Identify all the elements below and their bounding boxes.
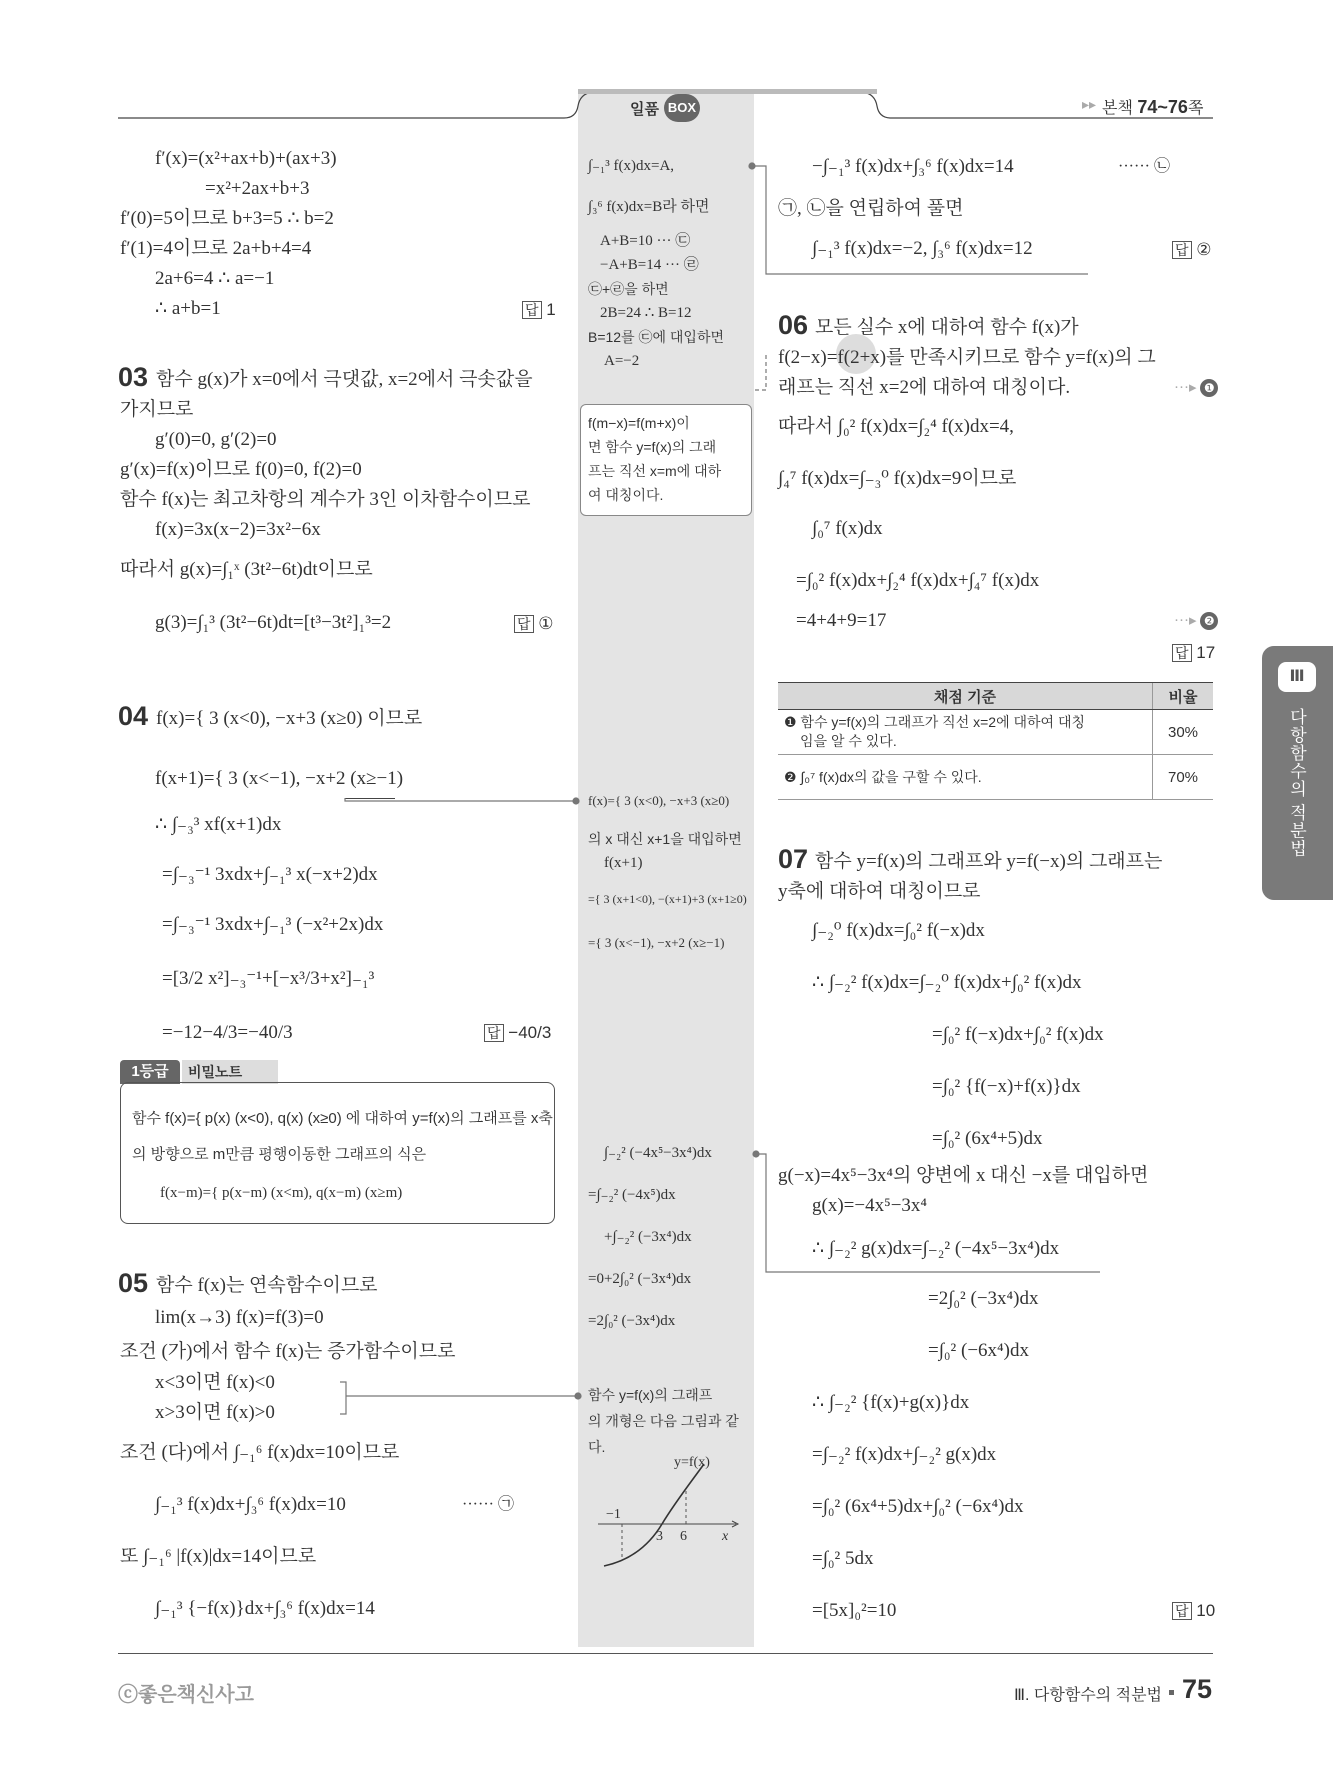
left-pre-line-4: f′(1)=4이므로 2a+b+4=4 xyxy=(120,238,312,259)
p07-line-14: =∫₋₂² f(x)dx+∫₋₂² g(x)dx xyxy=(812,1444,997,1465)
book-page-ref: 본책 74~76쪽 xyxy=(1102,97,1204,117)
mark-b: ······ ㉡ xyxy=(1118,158,1170,175)
p04-line-5: =∫₋₃⁻¹ 3xdx+∫₋₁³ (−x²+2x)dx xyxy=(162,914,384,935)
p04-line-7: =−12−4/3=−40/3 xyxy=(162,1022,293,1043)
right-pre-line-2: ㉠, ㉡을 연립하여 풀면 xyxy=(778,198,964,219)
p03-line-5: 함수 f(x)는 최고차항의 계수가 3인 이차함수이므로 xyxy=(120,489,531,510)
mark-a: ······ ㉠ xyxy=(462,1496,514,1513)
step-2-marker: ···▸ ❷ xyxy=(1174,608,1218,634)
table-header-criteria: 채점 기준 xyxy=(778,683,1153,710)
p05-line-2: lim(x→3) f(x)=f(3)=0 xyxy=(155,1307,324,1328)
answer-04: 답 −40/3 xyxy=(484,1020,551,1046)
publisher-logo: ⓒ좋은책신사고 xyxy=(118,1684,254,1706)
graph-curve-label: y=f(x) xyxy=(674,1455,710,1470)
box-label: 일품 xyxy=(630,101,659,118)
p07-line-9: g(x)=−4x⁵−3x⁴ xyxy=(812,1195,928,1216)
m1-line-5: ㉢+㉣을 하면 xyxy=(588,281,669,297)
p06-line-1: 모든 실수 x에 대하여 함수 f(x)가 xyxy=(815,317,1079,338)
p06-line-7: =∫₀² f(x)dx+∫₂⁴ f(x)dx+∫₄⁷ f(x)dx xyxy=(796,570,1040,591)
problem-03-number: 03 xyxy=(118,362,149,392)
footer-chapter: Ⅲ. 다항함수의 적분법 xyxy=(1014,1687,1163,1704)
p03-line-2: 가지므로 xyxy=(120,399,194,420)
p07-line-11: =2∫₀² (−3x⁴)dx xyxy=(928,1288,1039,1309)
chapter-roman-numeral: Ⅲ xyxy=(1278,662,1316,692)
p07-line-10: ∴ ∫₋₂² g(x)dx=∫₋₂² (−4x⁵−3x⁴)dx xyxy=(812,1238,1060,1259)
m4-line-5: =2∫₀² (−3x⁴)dx xyxy=(588,1313,676,1329)
chapter-side-tab[interactable] xyxy=(1262,646,1333,900)
p07-line-12: =∫₀² (−6x⁴)dx xyxy=(928,1340,1029,1361)
answer-pre: 답 1 xyxy=(522,297,556,323)
p05-line-9: ∫₋₁³ {−f(x)}dx+∫₃⁶ f(x)dx=14 xyxy=(155,1598,375,1619)
step-1-marker: ···▸ ❶ xyxy=(1174,375,1218,401)
p07-line-1: 함수 y=f(x)의 그래프와 y=f(−x)의 그래프는 xyxy=(815,851,1163,872)
p05-line-7: ∫₋₁³ f(x)dx+∫₃⁶ f(x)dx=10 xyxy=(155,1494,346,1515)
m4-line-4: =0+2∫₀² (−3x⁴)dx xyxy=(588,1271,692,1287)
answer-pre-right: 답 ② xyxy=(1172,237,1212,263)
table-row xyxy=(778,755,1213,800)
p07-line-15: =∫₀² (6x⁴+5)dx+∫₀² (−6x⁴)dx xyxy=(812,1496,1024,1517)
p07-line-3: ∫₋₂⁰ f(x)dx=∫₀² f(−x)dx xyxy=(812,920,985,941)
m1-line-7: B=12를 ㉢에 대입하면 xyxy=(588,329,725,345)
note-line-3: f(x−m)={ p(x−m) (x<m), q(x−m) (x≥m) xyxy=(160,1185,403,1201)
chapter-side-title: 다항함수의 적분법 xyxy=(1287,708,1306,858)
problem-06-number: 06 xyxy=(778,310,809,340)
answer-03: 답 ① xyxy=(514,611,554,637)
m1-line-3: A+B=10 ··· ㉢ xyxy=(600,233,691,249)
graph-x-label: x xyxy=(722,1529,729,1544)
m4-line-2: =∫₋₂² (−4x⁵)dx xyxy=(588,1187,676,1203)
graph-tick-neg1: −1 xyxy=(606,1507,621,1522)
m1-line-2: ∫₃⁶ f(x)dx=B라 하면 xyxy=(588,199,710,215)
left-pre-line-5: 2a+6=4 ∴ a=−1 xyxy=(155,268,275,289)
m2-line-1: f(m−x)=f(m+x)이 xyxy=(588,415,690,431)
right-pre-line-1: −∫₋₁³ f(x)dx+∫₃⁶ f(x)dx=14 xyxy=(812,156,1014,177)
p04-line-2: f(x+1)={ 3 (x<−1), −x+2 (x≥−1) xyxy=(155,768,404,789)
m5-line-2: 의 개형은 다음 그림과 같 xyxy=(588,1413,739,1429)
answer-mark-icon: 답 xyxy=(522,301,542,319)
p05-line-4: x<3이면 f(x)<0 xyxy=(155,1372,275,1393)
m1-line-1: ∫₋₁³ f(x)dx=A, xyxy=(588,158,675,174)
m2-line-3: 프는 직선 x=m에 대하 xyxy=(588,463,722,479)
p06-line-6: ∫₀⁷ f(x)dx xyxy=(812,518,883,539)
graph-tick-6: 6 xyxy=(680,1529,687,1544)
p07-line-13: ∴ ∫₋₂² {f(x)+g(x)}dx xyxy=(812,1392,970,1413)
m2-line-4: 여 대칭이다. xyxy=(588,487,664,503)
note-line-1: 함수 f(x)={ p(x) (x<0), q(x) (x≥0) 에 대하여 y=f(x)의 그래프를 x축 xyxy=(132,1110,553,1127)
p06-line-4: 따라서 ∫₀² f(x)dx=∫₂⁴ f(x)dx=4, xyxy=(778,416,1014,437)
p05-line-1: 함수 f(x)는 연속함수이므로 xyxy=(156,1275,378,1296)
p05-line-3: 조건 (가)에서 함수 f(x)는 증가함수이므로 xyxy=(120,1341,456,1362)
right-pre-line-3: ∫₋₁³ f(x)dx=−2, ∫₃⁶ f(x)dx=12 xyxy=(812,238,1033,259)
footer-divider-dot xyxy=(1169,1690,1174,1695)
note-title: 비밀노트 xyxy=(182,1060,278,1084)
p07-line-16: =∫₀² 5dx xyxy=(812,1548,874,1569)
problem-07-number: 07 xyxy=(778,844,809,874)
answer-07: 답 10 xyxy=(1172,1598,1215,1624)
p07-line-7: =∫₀² (6x⁴+5)dx xyxy=(932,1128,1043,1149)
p03-line-1: 함수 g(x)가 x=0에서 극댓값, x=2에서 극솟값을 xyxy=(156,369,533,390)
p03-line-4: g′(x)=f(x)이므로 f(0)=0, f(2)=0 xyxy=(120,459,362,480)
problem-05-number: 05 xyxy=(118,1268,149,1298)
step-2-icon: ❷ xyxy=(1200,612,1218,630)
p03-line-7: 따라서 g(x)=∫₁ˣ (3t²−6t)dt이므로 xyxy=(120,559,373,580)
m4-line-1: ∫₋₂² (−4x⁵−3x⁴)dx xyxy=(604,1145,712,1161)
p06-line-8: =4+4+9=17 xyxy=(796,610,887,631)
p03-line-8: g(3)=∫₁³ (3t²−6t)dt=[t³−3t²]₁³=2 xyxy=(155,612,392,633)
note-line-2: 의 방향으로 m만큼 평행이동한 그래프의 식은 xyxy=(132,1146,427,1163)
p05-line-6: 조건 (다)에서 ∫₋₁⁶ f(x)dx=10이므로 xyxy=(120,1442,400,1463)
m5-line-1: 함수 y=f(x)의 그래프 xyxy=(588,1387,713,1403)
p05-line-8: 또 ∫₋₁⁶ |f(x)|dx=14이므로 xyxy=(120,1546,317,1567)
criteria-1b: 임을 알 수 있다. xyxy=(800,733,897,749)
table-row xyxy=(778,710,1213,755)
left-pre-line-6: ∴ a+b=1 xyxy=(155,298,221,319)
p04-line-6: =[3/2 x²]₋₃⁻¹+[−x³/3+x²]₋₁³ xyxy=(162,968,375,989)
criteria-1a: ❶ 함수 y=f(x)의 그래프가 직선 x=2에 대하여 대칭 xyxy=(784,714,1085,730)
p03-line-6: f(x)=3x(x−2)=3x²−6x xyxy=(155,519,321,540)
ratio-1: 30% xyxy=(1153,710,1214,755)
m1-line-8: A=−2 xyxy=(604,353,640,369)
m3-line-4: ={ 3 (x+1<0), −(x+1)+3 (x+1≥0) xyxy=(588,892,747,906)
answer-06: 답 17 xyxy=(1172,640,1215,666)
m3-line-5: ={ 3 (x<−1), −x+2 (x≥−1) xyxy=(588,935,725,950)
p07-line-2: y축에 대하여 대칭이므로 xyxy=(778,881,981,902)
m4-line-3: +∫₋₂² (−3x⁴)dx xyxy=(604,1229,692,1245)
m1-line-6: 2B=24 ∴ B=12 xyxy=(600,305,692,321)
p06-line-2: f(2−x)=f(2+x)를 만족시키므로 함수 y=f(x)의 그 xyxy=(778,347,1156,368)
left-pre-line-2: =x²+2ax+b+3 xyxy=(205,178,310,199)
p04-line-4: =∫₋₃⁻¹ 3xdx+∫₋₁³ x(−x+2)dx xyxy=(162,864,378,885)
left-pre-line-3: f′(0)=5이므로 b+3=5 ∴ b=2 xyxy=(120,208,334,229)
m1-line-4: −A+B=14 ··· ㉣ xyxy=(600,257,699,273)
p06-line-5: ∫₄⁷ f(x)dx=∫₋₃⁰ f(x)dx=9이므로 xyxy=(778,468,1017,489)
table-header-ratio: 비율 xyxy=(1153,683,1214,710)
box-badge: BOX xyxy=(664,94,700,122)
m3-line-2: 의 x 대신 x+1을 대입하면 xyxy=(588,831,742,847)
double-arrow-icon: ▸▸ xyxy=(1082,96,1097,112)
m3-line-3: f(x+1) xyxy=(604,855,643,871)
p07-line-17: =[5x]₀²=10 xyxy=(812,1600,897,1621)
footer-rule xyxy=(118,1653,1213,1654)
scoring-table xyxy=(778,682,1213,800)
graph-tick-3: 3 xyxy=(656,1529,663,1544)
p04-line-1: f(x)={ 3 (x<0), −x+3 (x≥0) 이므로 xyxy=(156,708,423,729)
p07-line-6: =∫₀² {f(−x)+f(x)}dx xyxy=(932,1076,1081,1097)
p06-line-3: 래프는 직선 x=2에 대하여 대칭이다. xyxy=(778,377,1071,398)
p03-line-3: g′(0)=0, g′(2)=0 xyxy=(155,429,277,450)
step-1-icon: ❶ xyxy=(1200,379,1218,397)
page-number: 75 xyxy=(1182,1674,1213,1704)
ratio-2: 70% xyxy=(1153,755,1214,800)
m2-line-2: 면 함수 y=f(x)의 그래 xyxy=(588,439,717,455)
criteria-2: ❷ ∫₀⁷ f(x)dx의 값을 구할 수 있다. xyxy=(778,755,1153,800)
p07-line-8: g(−x)=4x⁵−3x⁴의 양변에 x 대신 −x를 대입하면 xyxy=(778,1165,1149,1186)
m3-line-1: f(x)={ 3 (x<0), −x+3 (x≥0) xyxy=(588,793,730,808)
p04-line-3: ∴ ∫₋₃³ xf(x+1)dx xyxy=(155,814,282,835)
left-pre-line-1: f′(x)=(x²+ax+b)+(ax+3) xyxy=(155,148,337,169)
p07-line-5: =∫₀² f(−x)dx+∫₀² f(x)dx xyxy=(932,1024,1104,1045)
problem-04-number: 04 xyxy=(118,701,149,731)
p05-line-5: x>3이면 f(x)>0 xyxy=(155,1402,275,1423)
p07-line-4: ∴ ∫₋₂² f(x)dx=∫₋₂⁰ f(x)dx+∫₀² f(x)dx xyxy=(812,972,1082,993)
m5-line-3: 다. xyxy=(588,1439,606,1455)
grade-badge: 1등급 xyxy=(120,1060,180,1084)
